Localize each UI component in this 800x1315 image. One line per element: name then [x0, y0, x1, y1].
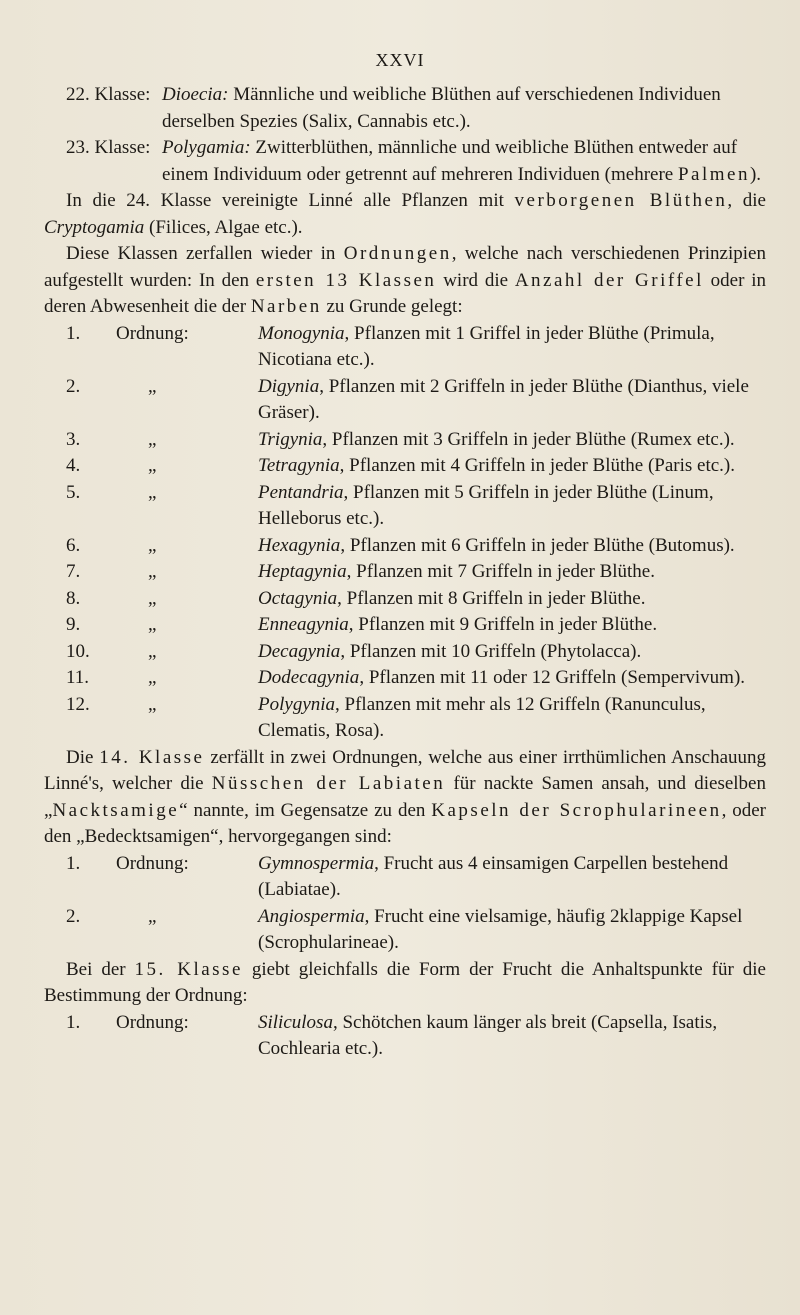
spaced-term: Nacktsamige [52, 799, 180, 821]
ditto-mark: „ [148, 534, 157, 556]
ordnung-name: Dodecagynia [258, 667, 360, 688]
klasse-name: Dioecia: [162, 84, 229, 105]
klasse-23: 23. Klasse: Polygamia: Zwitterblüthen, männliche und weibliche Blüthen entweder auf einem Individuum oder getrennt auf mehreren Individuen (mehrere Palmen). [44, 135, 766, 188]
ordnung-item [44, 692, 766, 745]
ditto-mark: „ [148, 428, 157, 450]
paragraph-15-klasse: Bei der 15. Klasse giebt gleichfalls die Form der Frucht die Anhaltspunkte für die Bestimmung der Ordnung: [44, 958, 766, 1006]
ordnung-name: Octagynia [258, 587, 338, 609]
ordnung-number: 1. [66, 322, 81, 344]
spaced-term: Ordnungen [343, 243, 452, 264]
ordnung-name: Hexagynia [258, 534, 341, 556]
spaced-term: Anzahl der Griffel [514, 269, 704, 291]
ordnung-description: , Frucht aus 4 einsamigen Carpellen bestehend (Labiatae). [258, 852, 729, 900]
ordnung-list-14 [44, 851, 766, 957]
spaced-term: 15. Klasse [134, 958, 243, 980]
ordnung-name: Angiospermia [258, 905, 365, 927]
ordnung-name: Siliculosa [258, 1011, 333, 1033]
ordnung-description: , Pflanzen mit 11 oder 12 Griffeln (Sempervivum). [359, 667, 746, 688]
ordnung-number: 4. [66, 455, 81, 476]
ordnung-name: Pentandria [258, 481, 344, 503]
page-number: XXVI [375, 50, 425, 70]
ordnung-name: Polygynia [258, 693, 336, 715]
ordnung-name: Enneagynia [258, 614, 349, 635]
klasse-number: 23. Klasse: [66, 137, 151, 158]
ordnung-description: , Pflanzen mit 2 Griffeln in jeder Blüthe (Dianthus, viele Gräser). [258, 375, 749, 423]
ordnung-item [44, 559, 766, 586]
ordnung-description: , Schötchen kaum länger als breit (Capsella, Isatis, Cochlearia etc.). [258, 1011, 718, 1059]
ordnung-item [44, 1010, 766, 1063]
ordnung-number: 1. [66, 1011, 81, 1033]
klasse-description: Männliche und weibliche Blüthen auf verschiedenen Individuen derselben Spezies (Salix, Cannabis etc.). [162, 84, 721, 132]
ordnung-description: , Pflanzen mit 5 Griffeln in jeder Blüthe (Linum, Helleborus etc.). [258, 481, 714, 529]
ordnung-number: 5. [66, 481, 81, 503]
ordnung-list-15 [44, 1010, 766, 1063]
ordnung-number: 11. [66, 667, 90, 688]
ordnung-item [44, 851, 766, 904]
ordnung-description: , Pflanzen mit 10 Griffeln (Phytolacca). [340, 640, 642, 662]
ditto-mark: „ [148, 640, 157, 662]
ditto-mark: „ [148, 905, 157, 927]
ordnung-item [44, 374, 766, 427]
klasse-name: Polygamia: [162, 137, 251, 158]
spaced-term: Palmen [677, 163, 750, 185]
ordnung-description: , Pflanzen mit 4 Griffeln in jeder Blüthe (Paris etc.). [339, 455, 736, 476]
spaced-term: Narben [250, 296, 322, 317]
ordnung-name: Monogynia [258, 322, 345, 344]
ordnung-description: , Pflanzen mit 8 Griffeln in jeder Blüthe. [337, 587, 646, 609]
ordnung-number: 12. [66, 693, 90, 715]
ordnung-list [44, 321, 766, 745]
ordnung-item [44, 427, 766, 454]
ordnung-item [44, 480, 766, 533]
spaced-term: ersten 13 Klassen [255, 269, 437, 291]
spaced-term: Kapseln der Scrophularineen [431, 799, 722, 821]
ordnung-description: , Pflanzen mit mehr als 12 Griffeln (Ranunculus, Clematis, Rosa). [258, 693, 706, 741]
ditto-mark: „ [148, 455, 157, 476]
ordnung-description: , Pflanzen mit 7 Griffeln in jeder Blüthe. [346, 561, 655, 582]
klasse-description: Zwitterblüthen, männliche und weibliche Blüthen entweder auf einem Individuum oder getrennt auf mehreren Individuen (mehrere [162, 137, 738, 185]
ordnung-name: Tetragynia [258, 455, 340, 476]
spaced-term: Nüsschen der Labiaten [211, 773, 446, 794]
ordnung-number: 2. [66, 375, 81, 397]
ditto-mark: „ [148, 561, 157, 582]
ditto-mark: „ [148, 587, 157, 609]
paragraph-14-klasse: Die 14. Klasse zerfällt in zwei Ordnungen, welche aus einer irrthümlichen Anschauung Linné's, welcher die Nüsschen der Labiaten für nackte Samen ansah, und dieselben „Nacktsamige“ nannte, im Gegensatze zu den Kapseln der Scrophularineen, oder den „Bedecktsamigen“, hervorgegangen sind: [44, 746, 767, 847]
ditto-mark: „ [148, 693, 157, 715]
ordnung-description: , Pflanzen mit 1 Griffel in jeder Blüthe (Primula, Nicotiana etc.). [258, 322, 715, 370]
ordnung-number: 10. [66, 640, 90, 662]
paragraph-24-klasse: In die 24. Klasse vereinigte Linné alle Pflanzen mit verborgenen Blüthen, die Cryptogamia (Filices, Algae etc.). [44, 190, 766, 238]
ordnung-item [44, 612, 766, 639]
ordnung-item [44, 321, 766, 374]
ditto-mark: „ [148, 375, 157, 397]
klasse-22 [44, 82, 766, 135]
ordnung-number: 9. [66, 614, 81, 635]
ditto-mark: „ [148, 667, 157, 688]
ordnung-label: Ordnung: [116, 852, 189, 874]
ordnung-number: 3. [66, 428, 81, 450]
ordnung-item [44, 665, 766, 692]
ordnung-description: , Frucht eine vielsamige, häufig 2klappige Kapsel (Scrophularineae). [258, 905, 743, 953]
ordnung-name: Gymnospermia [258, 852, 375, 874]
ordnung-number: 2. [66, 905, 81, 927]
ordnung-description: , Pflanzen mit 3 Griffeln in jeder Blüthe (Rumex etc.). [322, 428, 735, 450]
ordnung-item [44, 586, 766, 613]
spaced-term: verborgenen Blüthen [514, 190, 728, 211]
ordnung-item [44, 533, 766, 560]
spaced-term: 14. Klasse [99, 746, 205, 768]
ordnung-name: Decagynia [258, 640, 341, 662]
ordnung-item [44, 904, 766, 957]
klasse-number: 22. Klasse: [66, 84, 151, 105]
ordnung-name: Heptagynia [258, 561, 347, 582]
ditto-mark: „ [148, 481, 157, 503]
taxon-name: Cryptogamia [44, 216, 145, 238]
ordnung-item [44, 639, 766, 666]
ordnung-number: 1. [66, 852, 81, 874]
ordnung-name: Digynia [258, 375, 320, 397]
ditto-mark: „ [148, 614, 157, 635]
page-content [44, 82, 766, 1063]
ordnung-label: Ordnung: [116, 322, 189, 344]
ordnung-number: 8. [66, 587, 81, 609]
ordnung-description: , Pflanzen mit 6 Griffeln in jeder Blüthe (Butomus). [340, 534, 735, 556]
ordnung-name: Trigynia [258, 428, 323, 450]
paragraph-ordnungen: Diese Klassen zerfallen wieder in Ordnungen, welche nach verschiedenen Prinzipien aufgestellt wurden: In den ersten 13 Klassen wird die Anzahl der Griffel oder in deren Abwesenheit die der Narben zu Grunde gelegt: [44, 243, 767, 317]
ordnung-description: , Pflanzen mit 9 Griffeln in jeder Blüthe. [348, 614, 658, 635]
ordnung-label: Ordnung: [116, 1011, 189, 1033]
ordnung-number: 7. [66, 561, 81, 582]
ordnung-item [44, 453, 766, 480]
ordnung-number: 6. [66, 534, 81, 556]
